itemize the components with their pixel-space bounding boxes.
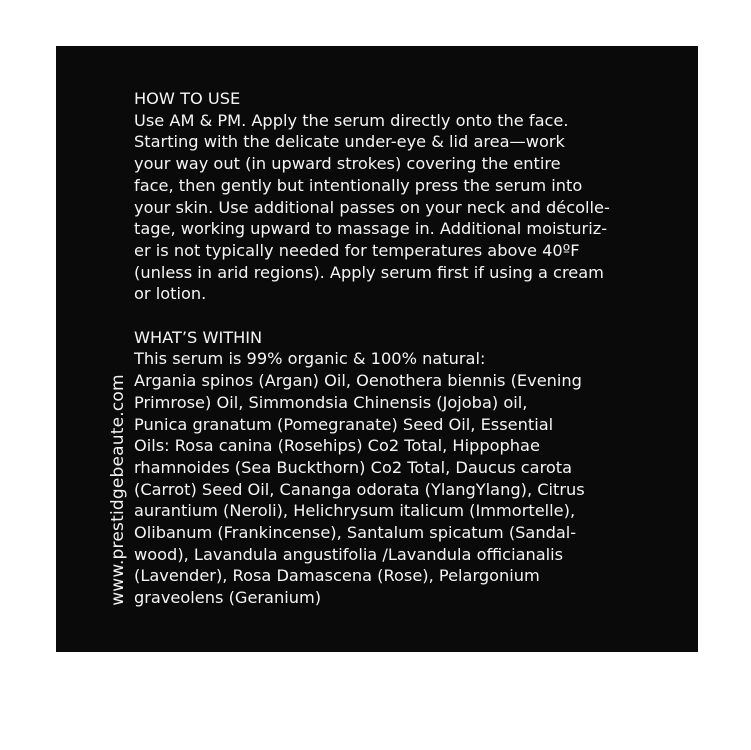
ingredients-line: (Carrot) Seed Oil, Cananga odorata (YlangYlang), Citrus bbox=[134, 479, 585, 499]
how-to-use-line: (unless in arid regions). Apply serum first if using a cream bbox=[134, 262, 604, 282]
ingredients-line: graveolens (Geranium) bbox=[134, 588, 322, 608]
ingredients-line: wood), Lavandula angustifolia /Lavandula oﬃcianalis bbox=[134, 544, 564, 564]
how-to-use-line: or lotion. bbox=[134, 284, 207, 304]
ingredients-line: This serum is 99% organic & 100% natural: bbox=[134, 349, 486, 369]
how-to-use-line: your skin. Use additional passes on your neck and décolle- bbox=[134, 197, 610, 217]
ingredients-line: Primrose) Oil, Simmondsia Chinensis (Jojoba) oil, bbox=[134, 392, 528, 412]
how-to-use-section bbox=[134, 88, 654, 305]
website-url: www.prestidgebeaute.com bbox=[108, 374, 128, 606]
how-to-use-line: Use AM & PM. Apply the serum directly onto the face. bbox=[134, 110, 569, 130]
ingredients-line: Argania spinos (Argan) Oil, Oenothera biennis (Evening bbox=[134, 371, 582, 391]
how-to-use-line: face, then gently but intentionally press the serum into bbox=[134, 175, 583, 195]
how-to-use-line: tage, working upward to massage in. Additional moisturiz- bbox=[134, 219, 608, 239]
how-to-use-heading: HOW TO USE bbox=[134, 89, 241, 108]
ingredients-line: Olibanum (Frankincense), Santalum spicatum (Sandal- bbox=[134, 523, 577, 543]
ingredients-line: Punica granatum (Pomegranate) Seed Oil, Essential bbox=[134, 414, 554, 434]
whats-within-heading: WHAT’S WITHIN bbox=[134, 327, 263, 347]
label-text bbox=[134, 88, 654, 609]
ingredients-line: (Lavender), Rosa Damascena (Rose), Pelargonium bbox=[134, 566, 540, 586]
section-spacer bbox=[134, 305, 654, 327]
ingredients-line: aurantium (Neroli), Helichrysum italicum (Immortelle), bbox=[134, 501, 576, 521]
how-to-use-line: er is not typically needed for temperatures above 40ºF bbox=[134, 240, 580, 260]
whats-within-section bbox=[134, 327, 654, 609]
how-to-use-line: Starting with the delicate under-eye & lid area—work bbox=[134, 132, 565, 152]
ingredients-line: Oils: Rosa canina (Rosehips) Co2 Total, Hippophae bbox=[134, 436, 540, 456]
ingredients-line: rhamnoides (Sea Buckthorn) Co2 Total, Daucus carota bbox=[134, 457, 573, 477]
how-to-use-line: your way out (in upward strokes) covering the entire bbox=[134, 154, 561, 174]
